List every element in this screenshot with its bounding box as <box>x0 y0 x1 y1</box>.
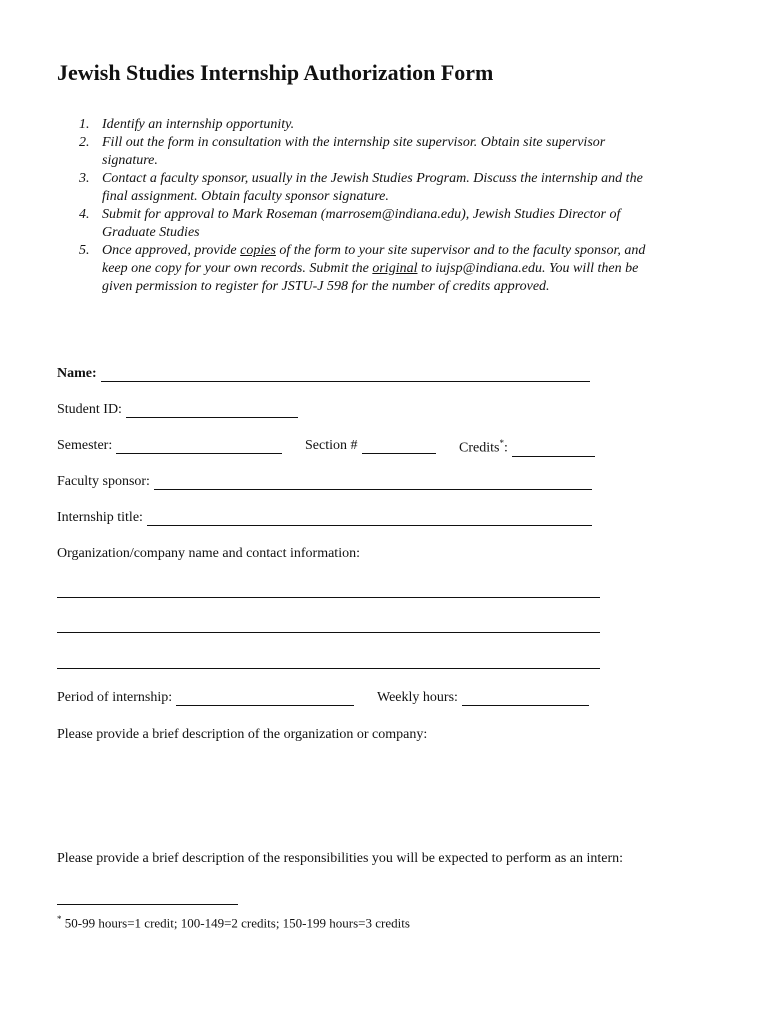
section-field[interactable] <box>362 439 436 454</box>
section-label: Section # <box>305 438 358 453</box>
period-row <box>57 690 354 706</box>
list-item: 1. Identify an internship opportunity. <box>79 117 295 132</box>
period-field[interactable] <box>176 691 354 706</box>
name-row <box>57 366 590 382</box>
name-field[interactable] <box>101 367 590 382</box>
faculty-sponsor-row <box>57 474 592 490</box>
list-item: 3. Contact a faculty sponsor, usually in the Jewish Studies Program. Discuss the internship and the final assignment. Obtain faculty sponsor signature. <box>79 171 643 204</box>
weekly-hours-row <box>377 690 589 706</box>
footnote: * 50-99 hours=1 credit; 100-149=2 credits; 150-199 hours=3 credits <box>57 914 410 931</box>
organization-field[interactable] <box>57 668 600 669</box>
faculty-sponsor-label: Faculty sponsor: <box>57 474 150 489</box>
instructions-list <box>57 116 707 296</box>
internship-title-label: Internship title: <box>57 510 143 525</box>
credits-row <box>459 438 595 457</box>
list-item: 4. Submit for approval to Mark Roseman (marrosem@indiana.edu), Jewish Studies Director of Graduate Studies <box>79 207 621 240</box>
credits-field[interactable] <box>512 442 595 457</box>
internship-title-field[interactable] <box>147 511 592 526</box>
student-id-field[interactable] <box>126 403 298 418</box>
organization-field[interactable] <box>57 597 600 598</box>
page-title: Jewish Studies Internship Authorization Form <box>57 60 494 85</box>
period-label: Period of internship: <box>57 690 173 705</box>
weekly-hours-label: Weekly hours: <box>377 690 458 705</box>
footnote-divider <box>57 904 238 905</box>
weekly-hours-field[interactable] <box>462 691 589 706</box>
name-label: Name: <box>57 366 97 381</box>
list-item: 5. Once approved, provide copies of the form to your site supervisor and to the faculty sponsor, and keep one copy for your own records. Submit the original to iujsp@indiana.edu. You will then be given permission to register for JSTU-J 598 for the number of credits approved. <box>79 243 646 294</box>
section-row <box>305 438 436 454</box>
organization-label: Organization/company name and contact information: <box>57 546 360 561</box>
organization-field[interactable] <box>57 632 600 633</box>
faculty-sponsor-field[interactable] <box>154 475 592 490</box>
semester-field[interactable] <box>116 439 282 454</box>
list-item: 2. Fill out the form in consultation with the internship site supervisor. Obtain site supervisor signature. <box>79 135 606 168</box>
internship-title-row <box>57 510 592 526</box>
credits-label: Credits*: <box>459 438 508 456</box>
semester-label: Semester: <box>57 438 113 453</box>
semester-row <box>57 438 282 454</box>
responsibilities-label: Please provide a brief description of the responsibilities you will be expected to perform as an intern: <box>57 851 624 866</box>
org-description-label: Please provide a brief description of the organization or company: <box>57 727 428 742</box>
student-id-label: Student ID: <box>57 402 122 417</box>
student-id-row <box>57 402 298 418</box>
